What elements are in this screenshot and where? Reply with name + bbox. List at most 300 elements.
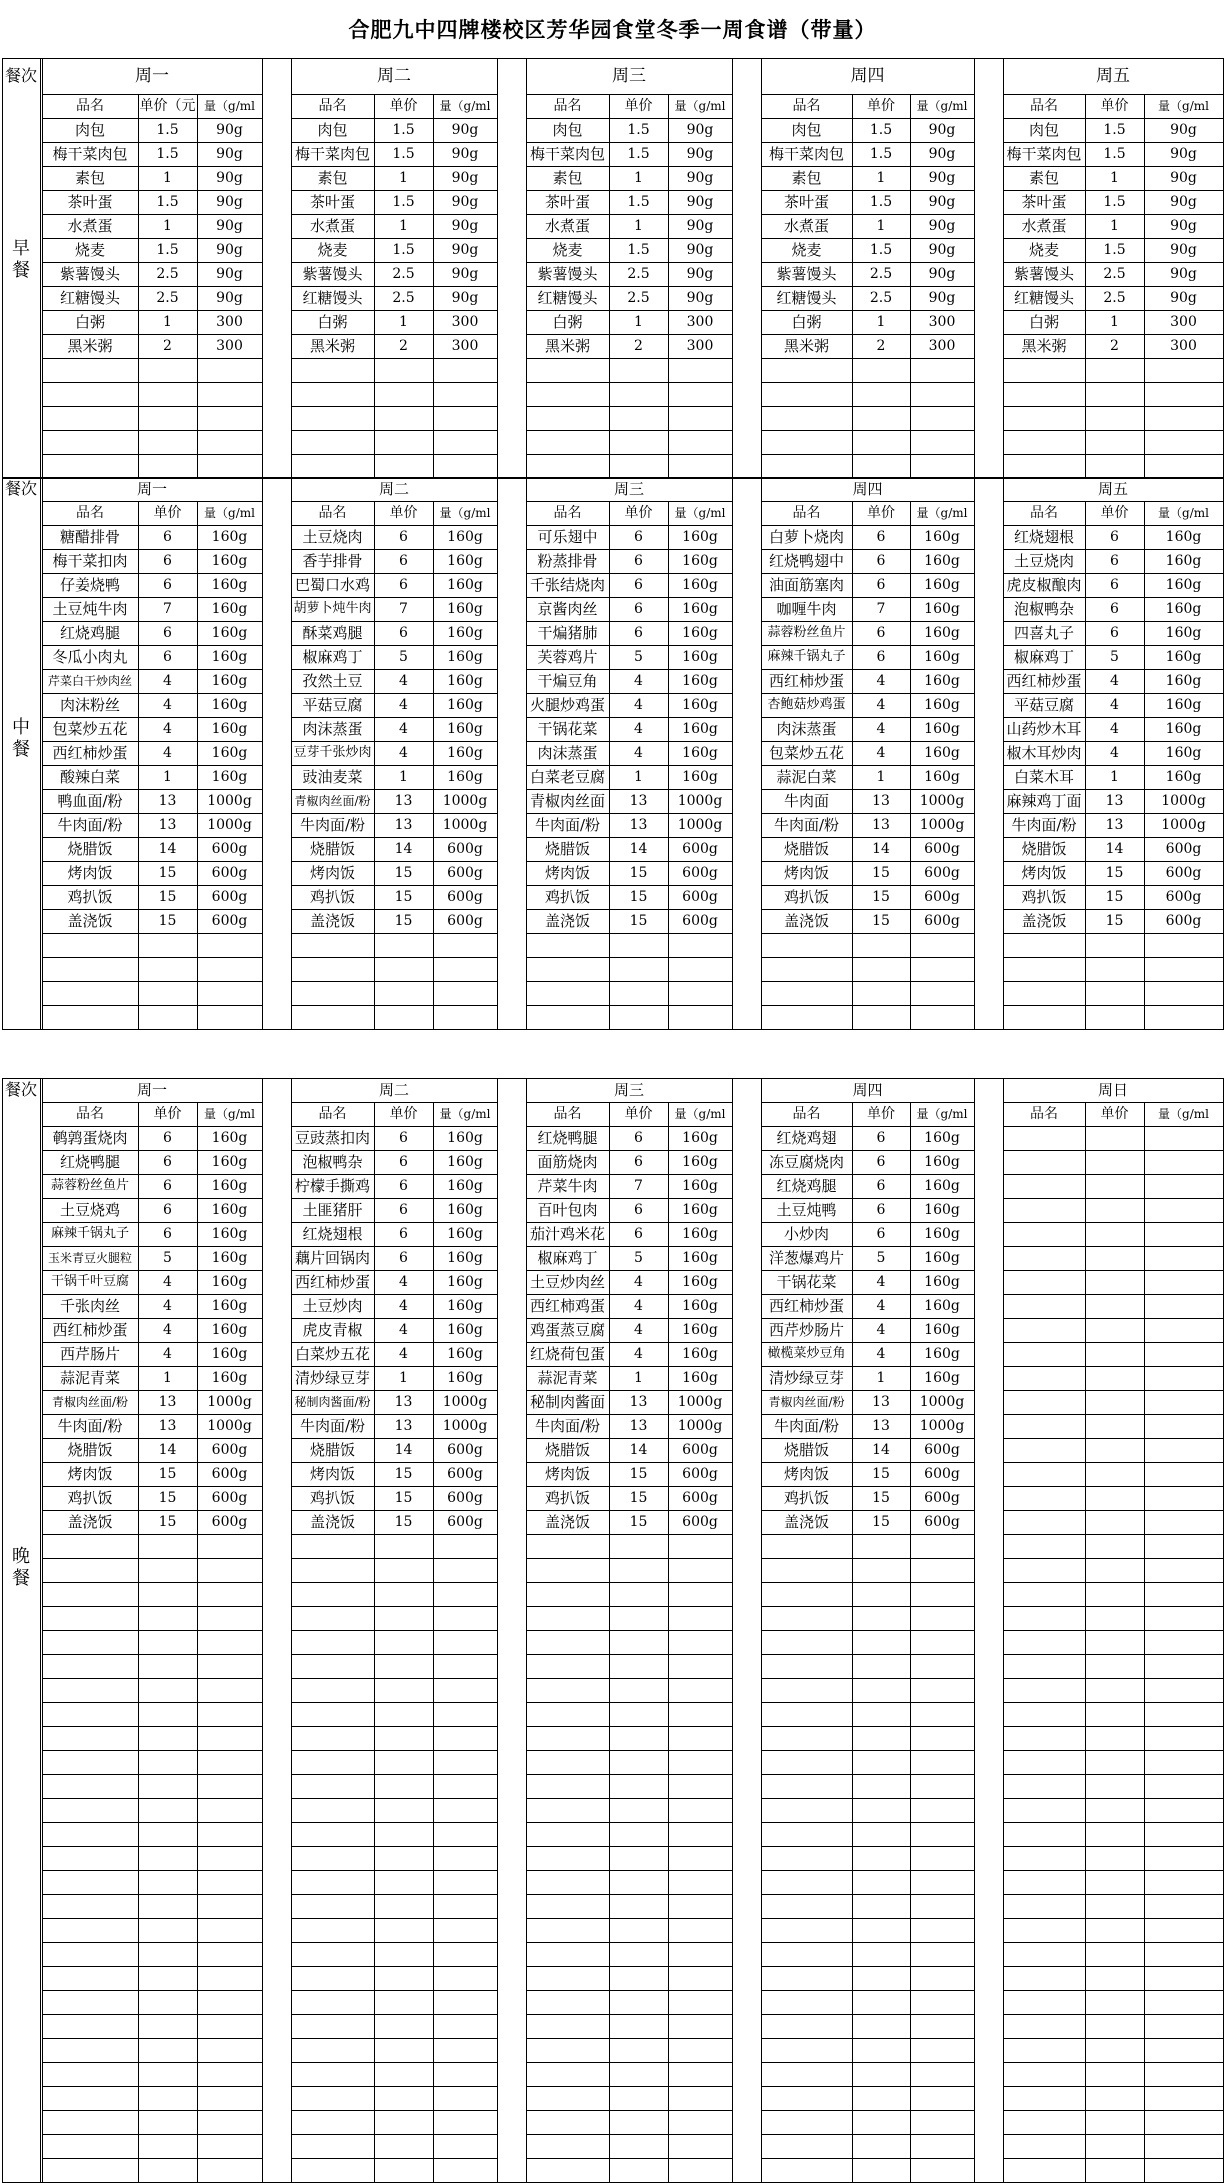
meal-col-border xyxy=(40,477,41,1029)
dish-name: 牛肉面/粉 xyxy=(1011,816,1077,834)
dish-name: 紫薯馒头 xyxy=(302,265,363,283)
dish-name: 冬瓜小肉丸 xyxy=(52,648,128,666)
row-line xyxy=(761,1894,974,1895)
dish-qty: 90g xyxy=(216,242,243,258)
dish-price: 4 xyxy=(634,673,643,689)
col-header-qty: 量（g/ml xyxy=(916,506,968,520)
dish-qty: 160g xyxy=(447,1298,483,1314)
dish-name: 鸭血面/粉 xyxy=(57,792,123,810)
dish-price: 4 xyxy=(876,1298,886,1314)
dish-name: 红烧鸭腿 xyxy=(537,1129,598,1147)
dish-qty: 160g xyxy=(211,553,248,569)
dish-price: 6 xyxy=(399,1130,408,1146)
dish-qty: 160g xyxy=(447,1154,483,1170)
dish-name: 火腿炒鸡蛋 xyxy=(529,696,605,714)
col-header-qty: 量（g/ml xyxy=(204,506,255,520)
row-line xyxy=(761,2014,974,2015)
dish-qty: 160g xyxy=(924,553,960,569)
dish-qty: 160g xyxy=(447,577,483,593)
dish-price: 1 xyxy=(1110,218,1119,234)
dish-qty: 600g xyxy=(211,1490,248,1506)
dish-qty: 90g xyxy=(216,194,243,210)
col-header-name: 品名 xyxy=(553,1106,582,1122)
row-line xyxy=(42,2158,262,2159)
dish-price: 13 xyxy=(394,1418,413,1434)
dish-price: 1 xyxy=(634,218,643,234)
dish-price: 2 xyxy=(399,338,408,354)
row-line xyxy=(42,382,262,383)
dish-name: 盖浇饭 xyxy=(309,912,355,930)
dish-qty: 160g xyxy=(924,673,960,689)
dish-price: 1 xyxy=(399,1370,408,1386)
dish-name: 冻豆腐烧肉 xyxy=(768,1153,844,1171)
day-header: 周一 xyxy=(135,66,169,86)
col-header-price: 单价（元 xyxy=(139,98,196,114)
row-line xyxy=(1003,933,1223,934)
dish-price: 2.5 xyxy=(627,266,650,282)
dish-name: 红糖馒头 xyxy=(1013,289,1074,307)
dish-qty xyxy=(1144,1342,1223,1366)
dish-qty xyxy=(1144,1318,1223,1342)
row-line xyxy=(291,1702,497,1703)
dish-qty: 600g xyxy=(447,1514,483,1530)
col-header-price: 单价 xyxy=(1100,505,1129,521)
row-line xyxy=(1003,1774,1223,1775)
col-header-price: 单价 xyxy=(389,98,418,114)
dish-qty: 1000g xyxy=(207,1418,252,1434)
row-line xyxy=(291,1534,497,1535)
dish-qty: 90g xyxy=(928,266,956,282)
dish-qty: 600g xyxy=(682,913,718,929)
dish-qty: 600g xyxy=(211,1466,248,1482)
dish-name: 紫薯馒头 xyxy=(59,265,120,283)
dish-name: 红糖馒头 xyxy=(776,289,837,307)
row-line xyxy=(1003,2086,1223,2087)
dish-qty: 600g xyxy=(211,889,248,905)
dish-qty: 160g xyxy=(682,1250,718,1266)
dish-price: 2.5 xyxy=(1103,266,1126,282)
dish-qty xyxy=(1144,1486,1223,1510)
dish-name: 黑米粥 xyxy=(544,337,590,355)
dish-price: 4 xyxy=(876,697,886,713)
dish-qty: 300 xyxy=(451,314,479,330)
dish-price xyxy=(1085,1390,1144,1414)
row-line xyxy=(42,1942,262,1943)
dish-name: 梅干菜肉包 xyxy=(768,145,844,163)
dish-qty: 160g xyxy=(924,745,960,761)
dish-price xyxy=(1085,1198,1144,1222)
dish-name: 紫薯馒头 xyxy=(1013,265,1074,283)
col-header-name: 品名 xyxy=(792,1106,821,1122)
row-line xyxy=(526,1942,732,1943)
dish-price xyxy=(1085,1366,1144,1390)
dish-qty: 160g xyxy=(1165,721,1202,737)
row-line xyxy=(291,454,497,455)
dish-qty xyxy=(1144,1366,1223,1390)
dish-name: 咖喱牛肉 xyxy=(776,600,837,618)
dish-qty: 90g xyxy=(686,194,714,210)
dish-price: 15 xyxy=(394,865,413,881)
dish-qty: 160g xyxy=(447,1250,483,1266)
row-line xyxy=(291,1654,497,1655)
row-line xyxy=(1003,981,1223,982)
dish-name: 干锅花菜 xyxy=(537,720,598,738)
dish-name: 烤肉饭 xyxy=(309,1465,355,1483)
dish-price: 1 xyxy=(163,769,172,785)
dish-price: 4 xyxy=(1110,745,1119,761)
col-header-name: 品名 xyxy=(76,505,104,521)
dish-name xyxy=(1003,1510,1085,1534)
dish-qty: 160g xyxy=(1165,649,1202,665)
day-block-right-border xyxy=(974,58,975,478)
row-line xyxy=(1003,382,1223,383)
dish-name: 紫薯馒头 xyxy=(537,265,598,283)
row-line xyxy=(1003,1005,1223,1006)
dish-name: 干锅千叶豆腐 xyxy=(50,1274,129,1289)
dish-price: 1 xyxy=(399,170,408,186)
dish-qty: 160g xyxy=(924,1178,960,1194)
dish-name: 水煮蛋 xyxy=(783,217,829,235)
row-line xyxy=(526,933,732,934)
row-line xyxy=(526,1870,732,1871)
dish-qty: 160g xyxy=(447,1202,483,1218)
row-line xyxy=(761,406,974,407)
row-line xyxy=(1003,1822,1223,1823)
row-line xyxy=(1003,1606,1223,1607)
row-line xyxy=(291,1894,497,1895)
dish-qty: 160g xyxy=(1165,769,1202,785)
dish-qty: 160g xyxy=(682,1346,718,1362)
dish-price: 15 xyxy=(872,889,890,905)
dish-price: 13 xyxy=(1105,817,1124,833)
dish-qty: 90g xyxy=(1170,146,1197,162)
dish-name: 可乐翅中 xyxy=(537,528,598,546)
dish-qty: 600g xyxy=(447,913,483,929)
dish-name: 豉油麦菜 xyxy=(302,768,363,786)
dish-qty: 160g xyxy=(211,1298,248,1314)
row-line xyxy=(42,1005,262,1006)
dish-qty: 160g xyxy=(211,1370,248,1386)
dish-price: 1.5 xyxy=(869,122,893,138)
dish-name: 洋葱爆鸡片 xyxy=(768,1249,844,1267)
dish-name: 虎皮椒酿肉 xyxy=(1006,576,1082,594)
col-header-name: 品名 xyxy=(318,505,347,521)
dish-price: 1 xyxy=(1110,314,1119,330)
dish-price: 15 xyxy=(158,913,177,929)
dish-price: 2.5 xyxy=(1103,290,1126,306)
dish-name: 白粥 xyxy=(317,313,348,331)
dish-qty: 600g xyxy=(682,1490,718,1506)
col-header-name: 品名 xyxy=(1030,1106,1058,1122)
dish-qty: 160g xyxy=(211,1250,248,1266)
dish-name xyxy=(1003,1318,1085,1342)
dish-price: 4 xyxy=(1110,697,1119,713)
dish-name: 白菜木耳 xyxy=(1013,768,1074,786)
day-block-right-border xyxy=(497,58,498,478)
dish-name: 肉沫蒸蛋 xyxy=(776,720,837,738)
dish-name: 梅干菜肉包 xyxy=(294,145,370,163)
dish-price: 6 xyxy=(399,625,408,641)
col-header-price: 单价 xyxy=(153,505,182,521)
dish-qty: 600g xyxy=(924,913,960,929)
dish-price: 1 xyxy=(634,1370,643,1386)
dish-price: 6 xyxy=(399,1250,408,1266)
dish-qty: 160g xyxy=(924,577,960,593)
row-line xyxy=(526,1582,732,1583)
dish-price: 1.5 xyxy=(627,146,650,162)
row-line xyxy=(42,454,262,455)
dish-qty: 160g xyxy=(447,529,483,545)
dish-qty: 1000g xyxy=(677,793,723,809)
dish-price: 15 xyxy=(394,1514,413,1530)
col-header-name: 品名 xyxy=(318,98,347,114)
dish-name: 肉沫蒸蛋 xyxy=(537,744,598,762)
dish-price: 1.5 xyxy=(156,242,179,258)
row-line xyxy=(291,1798,497,1799)
dish-price: 4 xyxy=(876,1346,886,1362)
dish-name: 白粥 xyxy=(791,313,822,331)
dish-qty: 300 xyxy=(928,338,956,354)
dish-price: 2.5 xyxy=(392,266,415,282)
dish-name: 红烧鸭翅中 xyxy=(768,552,844,570)
dish-name: 京酱肉丝 xyxy=(537,600,598,618)
dish-name: 秘制肉酱面/粉 xyxy=(294,1395,371,1409)
day-block-right-border xyxy=(262,1078,263,2182)
dish-name: 椒麻鸡丁 xyxy=(302,648,363,666)
dish-qty: 600g xyxy=(682,1466,718,1482)
row-line xyxy=(761,430,974,431)
row-line xyxy=(761,1870,974,1871)
dish-price: 6 xyxy=(876,577,886,593)
row-line xyxy=(291,1678,497,1679)
row-line xyxy=(291,358,497,359)
dish-qty: 160g xyxy=(682,553,718,569)
dish-name: 千张结烧肉 xyxy=(529,576,605,594)
dish-name: 肉包 xyxy=(1028,121,1059,139)
dish-price: 4 xyxy=(163,1346,172,1362)
dish-qty: 160g xyxy=(924,625,960,641)
dish-price: 1.5 xyxy=(392,146,415,162)
dish-name: 梅干菜扣肉 xyxy=(52,552,128,570)
dish-name: 烧腊饭 xyxy=(544,840,590,858)
row-line xyxy=(761,1750,974,1751)
col-header-price: 单价 xyxy=(624,1106,653,1122)
dish-name xyxy=(1003,1390,1085,1414)
row-line xyxy=(1003,2158,1223,2159)
dish-name: 牛肉面/粉 xyxy=(534,816,601,834)
row-line xyxy=(1003,430,1223,431)
dish-name: 白菜炒五花 xyxy=(294,1345,370,1363)
col-header-qty: 量（g/ml xyxy=(1158,506,1209,520)
dish-qty: 90g xyxy=(928,170,956,186)
dish-qty: 600g xyxy=(447,1442,483,1458)
day-block-right-border xyxy=(732,1078,733,2182)
row-line xyxy=(42,1029,262,1030)
row-line xyxy=(1003,1990,1223,1991)
dish-qty: 90g xyxy=(686,218,714,234)
col-header-price: 单价 xyxy=(1100,1106,1129,1122)
row-line xyxy=(761,1029,974,1030)
col-header-price: 单价 xyxy=(867,98,895,114)
dish-qty: 1000g xyxy=(442,1394,488,1410)
dish-qty: 600g xyxy=(1165,865,1202,881)
dish-name: 烤肉饭 xyxy=(783,864,829,882)
row-line xyxy=(761,382,974,383)
dish-qty: 1000g xyxy=(442,817,488,833)
row-line xyxy=(42,1894,262,1895)
dish-price: 7 xyxy=(876,601,886,617)
dish-price: 1.5 xyxy=(392,242,415,258)
dish-name: 烧腊饭 xyxy=(783,840,829,858)
row-line xyxy=(1003,358,1223,359)
row-line xyxy=(291,2086,497,2087)
dish-name: 土豆烧肉 xyxy=(1013,552,1074,570)
dish-name: 烧腊饭 xyxy=(783,1441,829,1459)
dish-price: 1.5 xyxy=(869,242,893,258)
dish-qty xyxy=(1144,1414,1223,1438)
dish-price: 15 xyxy=(629,889,648,905)
dish-price: 4 xyxy=(399,1274,408,1290)
col-header-name: 品名 xyxy=(553,98,582,114)
dish-qty: 1000g xyxy=(207,817,252,833)
dish-qty: 600g xyxy=(924,889,960,905)
dish-price xyxy=(1085,1174,1144,1198)
dish-qty: 160g xyxy=(682,1298,718,1314)
dish-name: 烧腊饭 xyxy=(1021,840,1067,858)
dish-qty: 160g xyxy=(447,721,483,737)
dish-price: 1.5 xyxy=(1103,242,1126,258)
dish-qty: 160g xyxy=(211,601,248,617)
row-line xyxy=(526,1798,732,1799)
row-line xyxy=(42,1630,262,1631)
row-line xyxy=(761,1582,974,1583)
dish-qty: 160g xyxy=(682,1274,718,1290)
dish-qty: 160g xyxy=(447,1178,483,1194)
dish-price: 13 xyxy=(158,1418,177,1434)
dish-name: 四喜丸子 xyxy=(1013,624,1074,642)
dish-price: 1.5 xyxy=(627,242,650,258)
col-header-qty: 量（g/ml xyxy=(674,506,726,520)
dish-price: 4 xyxy=(399,673,408,689)
dish-qty xyxy=(1144,1270,1223,1294)
dish-price: 4 xyxy=(399,745,408,761)
dish-price: 6 xyxy=(876,1154,886,1170)
dish-qty: 90g xyxy=(928,290,956,306)
dish-qty xyxy=(1144,1246,1223,1270)
dish-price: 1 xyxy=(634,170,643,186)
col-header-price: 单价 xyxy=(153,1106,182,1122)
day-block-right-border xyxy=(732,477,733,1029)
dish-name: 梅干菜肉包 xyxy=(529,145,605,163)
col-header-price: 单价 xyxy=(624,98,653,114)
dish-price: 1 xyxy=(876,170,886,186)
row-line xyxy=(761,1774,974,1775)
row-line xyxy=(1003,1750,1223,1751)
dish-qty: 600g xyxy=(447,865,483,881)
dish-qty: 160g xyxy=(924,1298,960,1314)
dish-qty: 1000g xyxy=(1161,793,1206,809)
dish-price: 1.5 xyxy=(392,194,415,210)
row-line xyxy=(761,1606,974,1607)
dish-qty: 1000g xyxy=(207,1394,252,1410)
dish-name: 烧腊饭 xyxy=(67,840,113,858)
dish-name: 千张肉丝 xyxy=(59,1297,120,1315)
dish-price: 14 xyxy=(158,1442,177,1458)
day-block-right-border xyxy=(1223,477,1224,1029)
dish-price: 13 xyxy=(158,817,177,833)
row-line xyxy=(291,1942,497,1943)
dish-price: 4 xyxy=(876,1274,886,1290)
dish-price: 4 xyxy=(163,721,172,737)
row-line xyxy=(1003,2014,1223,2015)
dish-price: 4 xyxy=(163,697,172,713)
row-line xyxy=(761,1966,974,1967)
dish-qty: 160g xyxy=(211,745,248,761)
dish-qty: 160g xyxy=(924,1130,960,1146)
dish-name: 肉包 xyxy=(74,121,105,139)
dish-price: 4 xyxy=(634,1346,643,1362)
dish-qty: 600g xyxy=(211,1442,248,1458)
dish-qty: 90g xyxy=(451,218,479,234)
dish-qty: 160g xyxy=(211,1274,248,1290)
dish-qty: 90g xyxy=(216,266,243,282)
dish-price: 6 xyxy=(1110,577,1119,593)
row-line xyxy=(526,1702,732,1703)
dish-name xyxy=(1003,1342,1085,1366)
dish-qty: 160g xyxy=(1165,673,1202,689)
row-line xyxy=(526,358,732,359)
dish-price: 1.5 xyxy=(869,194,893,210)
row-line xyxy=(1003,1534,1223,1535)
dish-price: 4 xyxy=(399,721,408,737)
dish-qty: 160g xyxy=(924,697,960,713)
dish-name: 烧麦 xyxy=(791,241,822,259)
row-line xyxy=(761,1630,974,1631)
dish-price: 1 xyxy=(634,314,643,330)
dish-price: 14 xyxy=(629,841,648,857)
col-header-price: 单价 xyxy=(867,505,895,521)
dish-name: 白粥 xyxy=(74,313,105,331)
dish-name: 玉米青豆火腿粒 xyxy=(47,1251,132,1265)
dish-name: 茶叶蛋 xyxy=(1021,193,1067,211)
dish-price: 6 xyxy=(876,649,886,665)
row-line xyxy=(291,382,497,383)
dish-price: 13 xyxy=(872,817,890,833)
dish-name: 盖浇饭 xyxy=(67,1513,113,1531)
row-line xyxy=(1003,2110,1223,2111)
dish-qty: 160g xyxy=(211,1178,248,1194)
row-line xyxy=(761,1942,974,1943)
dish-price: 7 xyxy=(399,601,408,617)
row-line xyxy=(526,1558,732,1559)
row-line xyxy=(761,933,974,934)
dish-name: 红烧鸡腿 xyxy=(59,624,120,642)
dish-price: 15 xyxy=(1105,913,1124,929)
dish-price: 14 xyxy=(629,1442,648,1458)
dish-price xyxy=(1085,1270,1144,1294)
row-line xyxy=(1003,1630,1223,1631)
dish-name: 鸡扒饭 xyxy=(544,888,590,906)
dish-name: 干煸猪肺 xyxy=(537,624,598,642)
dish-price: 1 xyxy=(163,314,172,330)
day-header: 周三 xyxy=(613,1081,644,1099)
row-line xyxy=(761,2134,974,2135)
dish-name: 芙蓉鸡片 xyxy=(537,648,598,666)
dish-name xyxy=(1003,1222,1085,1246)
row-line xyxy=(526,2158,732,2159)
row-line xyxy=(526,1678,732,1679)
day-header: 周五 xyxy=(1096,66,1130,86)
